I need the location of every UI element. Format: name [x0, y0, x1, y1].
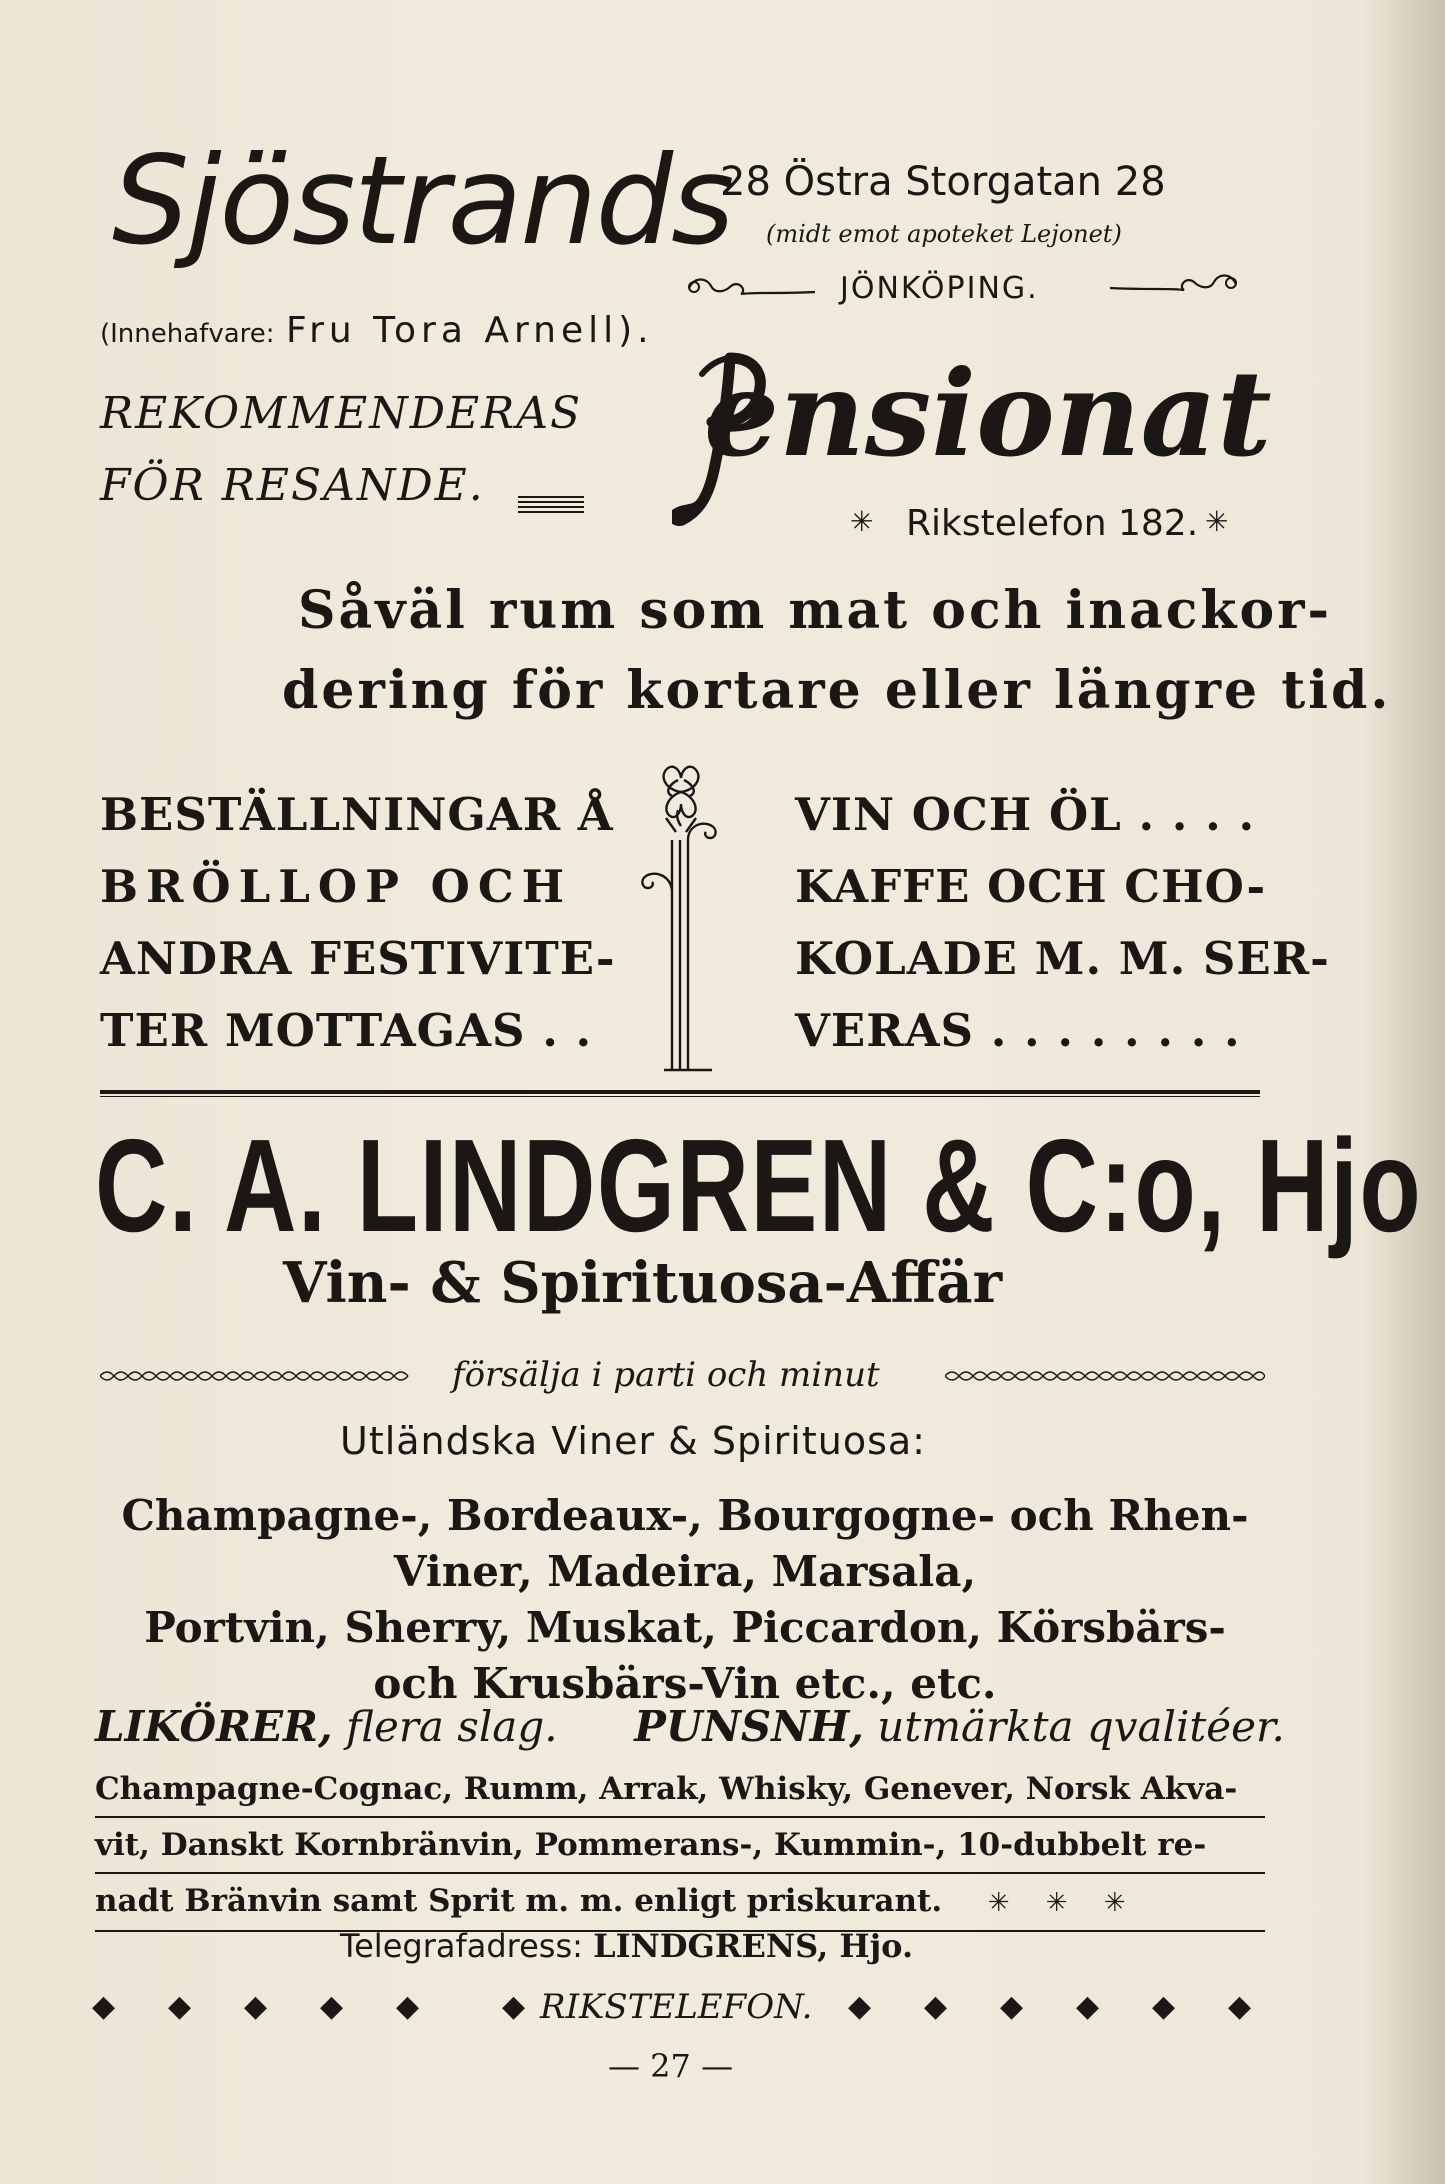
right-column-line: KOLADE M. M. SER-: [795, 932, 1330, 985]
right-column-line: KAFFE OCH CHO-: [795, 860, 1267, 913]
diamond-icon: ◆: [848, 1989, 872, 2024]
wave-ornament-left-icon: [100, 1366, 410, 1386]
flourish-right-icon: [1100, 268, 1240, 298]
right-column-line: VERAS . . . . . . . .: [795, 1004, 1241, 1057]
pensionat-word: [704, 344, 1272, 483]
star-icon: ✳: [850, 505, 874, 538]
liqueur-line: [95, 1702, 1285, 1751]
clover-ornament-icon: [606, 740, 756, 1080]
left-column-line: BRÖLLOP OCH: [100, 860, 573, 913]
diamond-icon: ◆: [1152, 1989, 1176, 2024]
diamond-icon: ◆: [92, 1989, 116, 2024]
diamond-icon: ◆: [1228, 1989, 1252, 2024]
recommend-line-1: REKOMMENDERAS: [100, 388, 583, 439]
wines-line: Champagne-, Bordeaux-, Bourgogne- och Rhen-: [121, 1491, 1249, 1540]
diamond-icon: ◆: [244, 1989, 268, 2024]
diamond-icon: ◆: [168, 1989, 192, 2024]
telegraph-label: Telegrafadress:: [340, 1927, 583, 1965]
diamond-icon: ◆: [924, 1989, 948, 2024]
decorative-rules: [518, 496, 584, 516]
company-name: C. A. LINDGREN & C:o, Hjo: [95, 1112, 1423, 1259]
section-divider: [100, 1090, 1260, 1097]
wines-line: och Krusbärs-Vin etc., etc.: [373, 1659, 997, 1708]
pensionat-word-rest: ensionat: [704, 344, 1272, 483]
telegraph-value: LINDGRENS, Hjo.: [593, 1927, 914, 1965]
recommend-line-2: FÖR RESANDE.: [100, 460, 485, 511]
spirits-line: [95, 1874, 1265, 1932]
address: 28 Östra Storgatan 28: [720, 159, 1166, 205]
left-column-line: ANDRA FESTIVITE-: [100, 932, 616, 985]
brand-title: Sjöstrands: [112, 130, 733, 272]
flourish-left-icon: [685, 272, 825, 302]
imported-heading: Utländska Viner & Spirituosa:: [340, 1419, 926, 1463]
wine-rikstelefon: RIKSTELEFON.: [540, 1987, 813, 2027]
spirits-line-text: nadt Bränvin samt Sprit m. m. enligt priskurant.: [95, 1883, 943, 1919]
diamond-icon: ◆: [320, 1989, 344, 2024]
punsch-label: PUNSNH,: [634, 1702, 864, 1751]
diamond-icon: ◆: [1000, 1989, 1024, 2024]
address-note: (midt emot apoteket Lejonet): [766, 220, 1122, 248]
spirits-stars: ✳ ✳ ✳: [987, 1888, 1140, 1918]
right-column: [795, 779, 1330, 1067]
wines-line: Portvin, Sherry, Muskat, Piccardon, Körsbärs-: [144, 1603, 1226, 1652]
owner-prefix: (Innehafvare:: [100, 319, 275, 349]
gothic-line-2: dering för kortare eller längre tid.: [282, 660, 1392, 721]
left-column-line: TER MOTTAGAS . .: [100, 1004, 593, 1057]
sells-note: försälja i parti och minut: [452, 1355, 880, 1395]
wines-list: [95, 1488, 1275, 1712]
telegraph-line: [340, 1927, 914, 1965]
spirits-line: vit, Danskt Kornbränvin, Pommerans-, Kummin-, 10-dubbelt re-: [95, 1818, 1265, 1874]
city: JÖNKÖPING.: [840, 271, 1039, 306]
diamond-icon: ◆: [396, 1989, 420, 2024]
punsch-text: utmärkta qvalitéer.: [877, 1702, 1285, 1751]
wines-line: Viner, Madeira, Marsala,: [393, 1547, 977, 1596]
likorer-text: flera slag.: [345, 1702, 558, 1751]
star-icon: ✳: [1205, 505, 1229, 538]
gothic-line-1: Såväl rum som mat och inackor-: [298, 580, 1333, 641]
left-column: [100, 779, 616, 1067]
spirits-line: Champagne-Cognac, Rumm, Arrak, Whisky, Genever, Norsk Akva-: [95, 1762, 1265, 1818]
owner-name: Fru Tora Arnell).: [285, 310, 654, 351]
spirits-list: [95, 1762, 1265, 1932]
diamond-icon: ◆: [1076, 1989, 1100, 2024]
owner-line: [100, 310, 654, 351]
company-subtitle: Vin- & Spirituosa-Affär: [283, 1250, 1003, 1316]
pension-rikstelefon: Rikstelefon 182.: [906, 503, 1199, 544]
wave-ornament-right-icon: [945, 1366, 1265, 1386]
page-number: — 27 —: [608, 2047, 734, 2085]
left-column-line: BESTÄLLNINGAR Å: [100, 788, 614, 841]
right-column-line: VIN OCH ÖL . . . .: [795, 788, 1256, 841]
likorer-label: LIKÖRER,: [95, 1702, 333, 1751]
diamond-icon: ◆: [502, 1989, 526, 2024]
